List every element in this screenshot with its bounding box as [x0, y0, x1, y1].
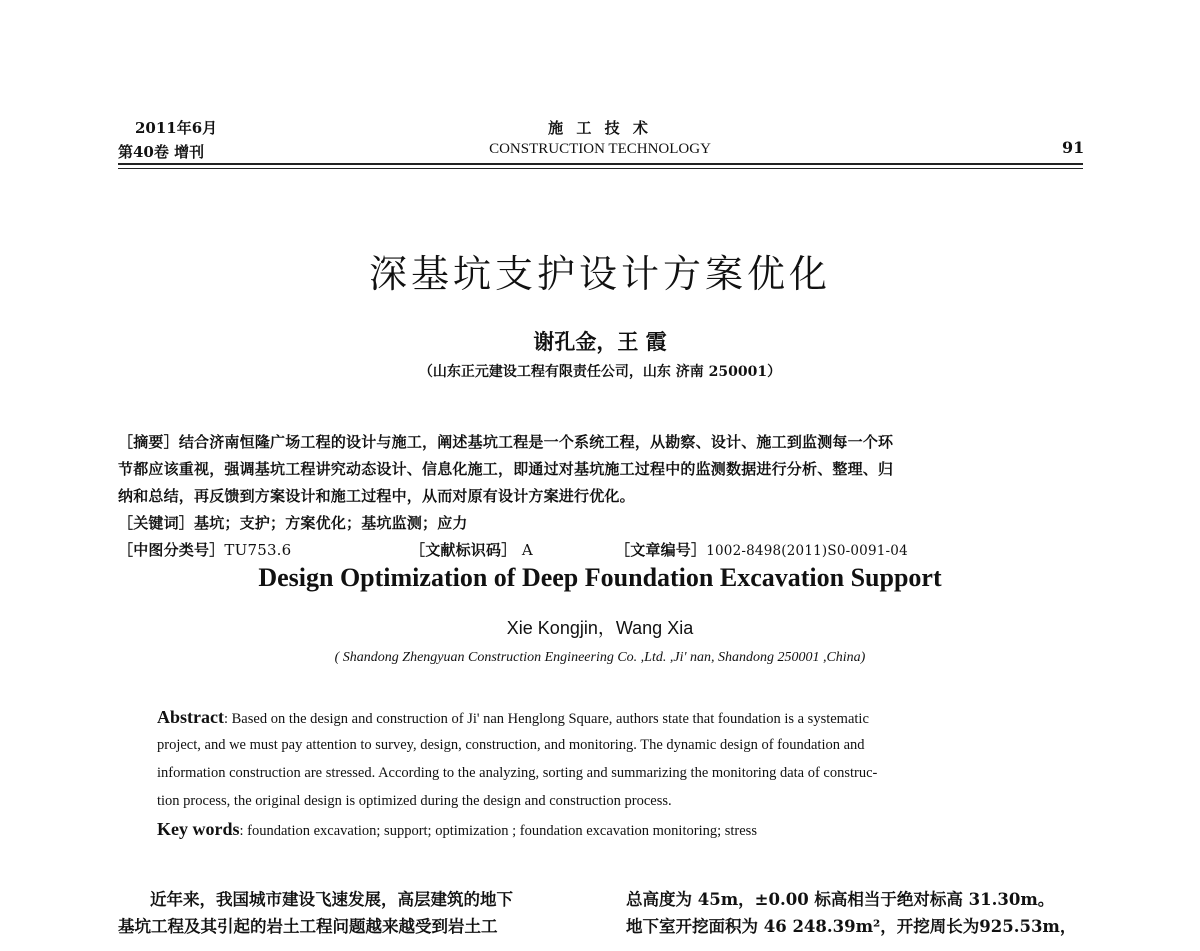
page-number: 91 — [1062, 138, 1085, 157]
header-rule-thin — [118, 168, 1083, 169]
affiliation-en: ( Shandong Zhengyuan Construction Engineering Co. ,Ltd. ,Ji' nan, Shandong 250001 ,China) — [334, 650, 866, 665]
keywords-en-label: Key words — [157, 819, 240, 839]
journal-name-en: CONSTRUCTION TECHNOLOGY — [489, 141, 711, 157]
article-no-label: ［文章编号］ — [615, 541, 707, 559]
header-rule — [118, 163, 1083, 165]
doc-code-value: A — [521, 541, 533, 559]
journal-name-cn: 施 工 技 术 — [548, 119, 652, 137]
body-right-line: 总高度为 45m，±0.00 标高相当于绝对标高 31.30m。 — [626, 890, 1055, 909]
abstract-cn-line: 结合济南恒隆广场工程的设计与施工，阐述基坑工程是一个系统工程，从勘察、设计、施工到监测每一个环 — [178, 433, 894, 451]
abstract-en-label: Abstract — [157, 707, 224, 727]
doc-code-label: ［文献标识码］ — [410, 541, 517, 559]
classification-line — [118, 539, 291, 560]
issue-date: 2011年6月 — [135, 119, 218, 137]
issue-volume: 第40卷 增刊 — [118, 143, 205, 161]
authors-en: Xie Kongjin，Wang Xia — [506, 618, 694, 638]
abstract-cn-label: ［摘要］ — [118, 433, 179, 451]
keywords-en: : foundation excavation; support; optimization ; foundation excavation monitoring; stress — [239, 823, 757, 839]
abstract-en-line: tion process, the original design is optimized during the design and construction process. — [157, 793, 672, 809]
abstract-cn-line: 节都应该重视，强调基坑工程讲究动态设计、信息化施工，即通过对基坑施工过程中的监测数据进行分析、整理、归 — [118, 460, 894, 478]
abstract-en-line: information construction are stressed. According to the analyzing, sorting and summarizing the monitoring data of construc- — [157, 765, 878, 781]
body-left-line: 近年来，我国城市建设飞速发展，高层建筑的地下 — [150, 890, 513, 909]
paper-title-en: Design Optimization of Deep Foundation Excavation Support — [258, 563, 942, 592]
body-right-line: 地下室开挖面积为 46 248.39m²，开挖周长为925.53m， — [626, 917, 1077, 936]
article-no-value: 1002-8498(2011)S0-0091-04 — [706, 543, 908, 559]
paper-title-cn: 深基坑支护设计方案优化 — [368, 252, 831, 296]
abstract-en-line: : Based on the design and construction of Ji' nan Henglong Square, authors state that foundation is a systematic — [223, 711, 869, 727]
keywords-cn: 基坑；支护；方案优化；基坑监测；应力 — [194, 514, 468, 532]
abstract-en-line: project, and we must pay attention to survey, design, construction, and monitoring. The dynamic design of foundation and — [157, 737, 865, 753]
body-left-line: 基坑工程及其引起的岩土工程问题越来越受到岩土工 — [118, 917, 498, 936]
clc-label: ［中图分类号］ — [118, 541, 225, 559]
authors-cn: 谢孔金，王 霞 — [533, 329, 667, 354]
abstract-cn-line: 纳和总结，再反馈到方案设计和施工过程中，从而对原有设计方案进行优化。 — [118, 487, 635, 505]
clc-value: TU753.6 — [224, 541, 292, 559]
affiliation-cn: （山东正元建设工程有限责任公司，山东 济南 250001） — [418, 364, 782, 380]
keywords-cn-label: ［关键词］ — [118, 514, 195, 532]
